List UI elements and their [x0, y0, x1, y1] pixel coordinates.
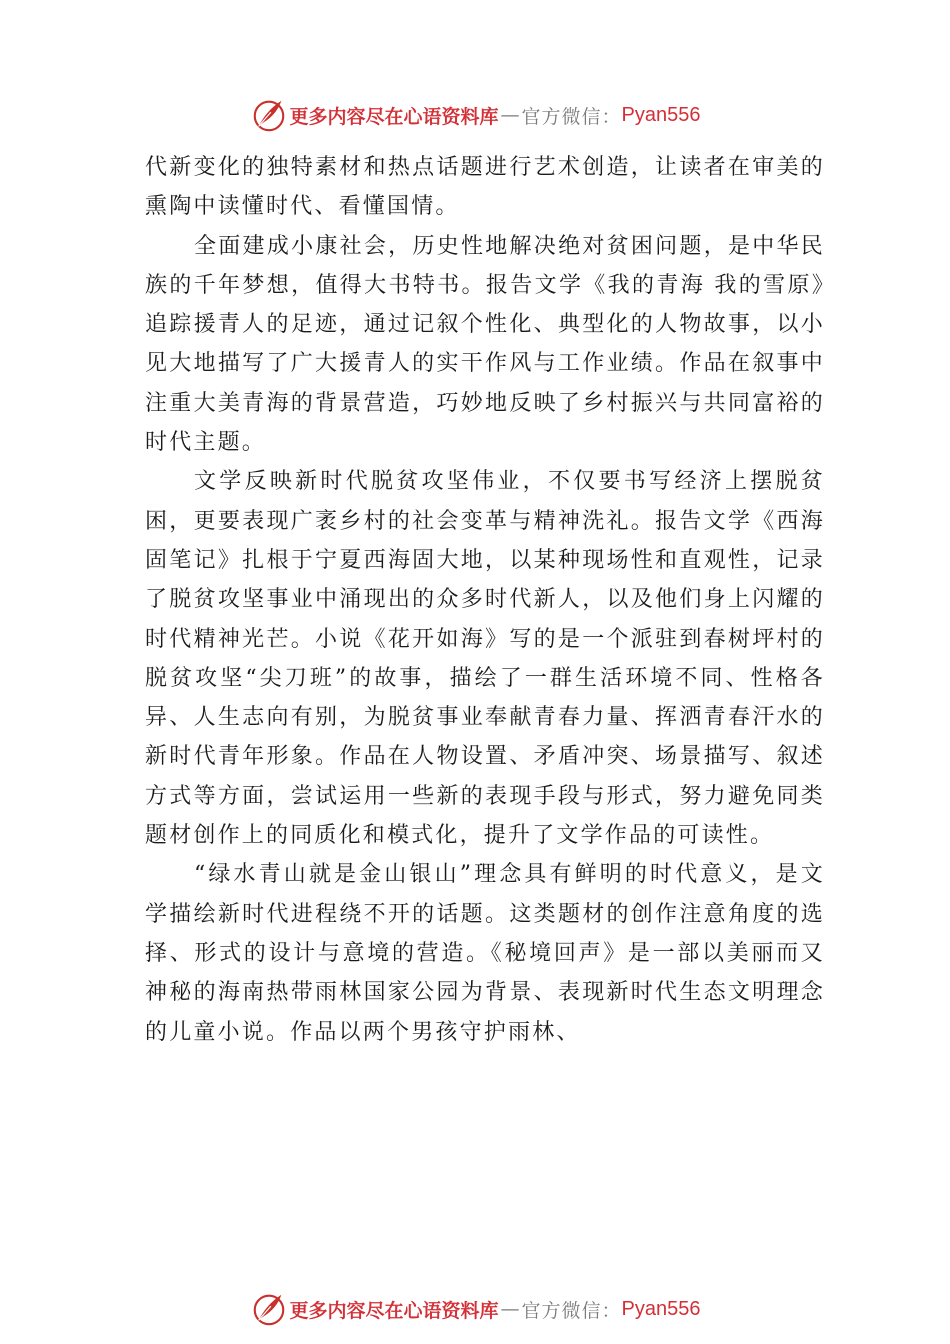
article-body — [145, 148, 825, 1052]
page-footer-banner — [0, 1289, 950, 1329]
brand-text: 更多内容尽在心语资料库 — [289, 1299, 499, 1322]
separator-dash: — — [500, 1298, 520, 1320]
feather-pen-icon — [250, 1290, 288, 1328]
brand-text: 更多内容尽在心语资料库 — [289, 105, 499, 128]
wechat-id: Pyan556 — [621, 1297, 701, 1320]
paragraph-3: 文学反映新时代脱贫攻坚伟业，不仅要书写经济上摆脱贫困，更要表现广袤乡村的社会变革与精神洗礼。报告文学《西海固笔记》扎根于宁夏西海固大地，以某种现场性和直观性，记录了脱贫攻坚事业中涌现出的众多时代新人，以及他们身上闪耀的时代精神光芒。小说《花开如海》写的是一个派驻到春树坪村的脱贫攻坚“尖刀班”的故事，描绘了一群生活环境不同、性格各异、人生志向有别，为脱贫事业奉献青春力量、挥洒青春汗水的新时代青年形象。作品在人物设置、矛盾冲突、场景描写、叙述方式等方面，尝试运用一些新的表现手段与形式，努力避免同类题材创作上的同质化和模式化，提升了文学作品的可读性。 — [145, 469, 825, 849]
contact-label: 官方微信： — [521, 1299, 622, 1322]
paragraph-1: 代新变化的独特素材和热点话题进行艺术创造，让读者在审美的熏陶中读懂时代、看懂国情。 — [145, 155, 825, 220]
contact-label: 官方微信： — [521, 105, 622, 128]
feather-pen-icon — [250, 96, 288, 134]
paragraph-2: 全面建成小康社会，历史性地解决绝对贫困问题，是中华民族的千年梦想，值得大书特书。报告文学《我的青海 我的雪原》追踪援青人的足迹，通过记叙个性化、典型化的人物故事，以小见大地描写了广大援青人的实干作风与工作业绩。作品在叙事中注重大美青海的背景营造，巧妙地反映了乡村振兴与共同富裕的时代主题。 — [145, 233, 825, 456]
separator-dash: — — [500, 104, 520, 126]
wechat-id: Pyan556 — [621, 103, 701, 126]
paragraph-4: “绿水青山就是金山银山”理念具有鲜明的时代意义，是文学描绘新时代进程绕不开的话题。这类题材的创作注意角度的选择、形式的设计与意境的营造。《秘境回声》是一部以美丽而又神秘的海南热带雨林国家公园为背景、表现新时代生态文明理念的儿童小说。作品以两个男孩守护雨林、 — [145, 862, 825, 1045]
page-header-banner — [0, 95, 950, 135]
